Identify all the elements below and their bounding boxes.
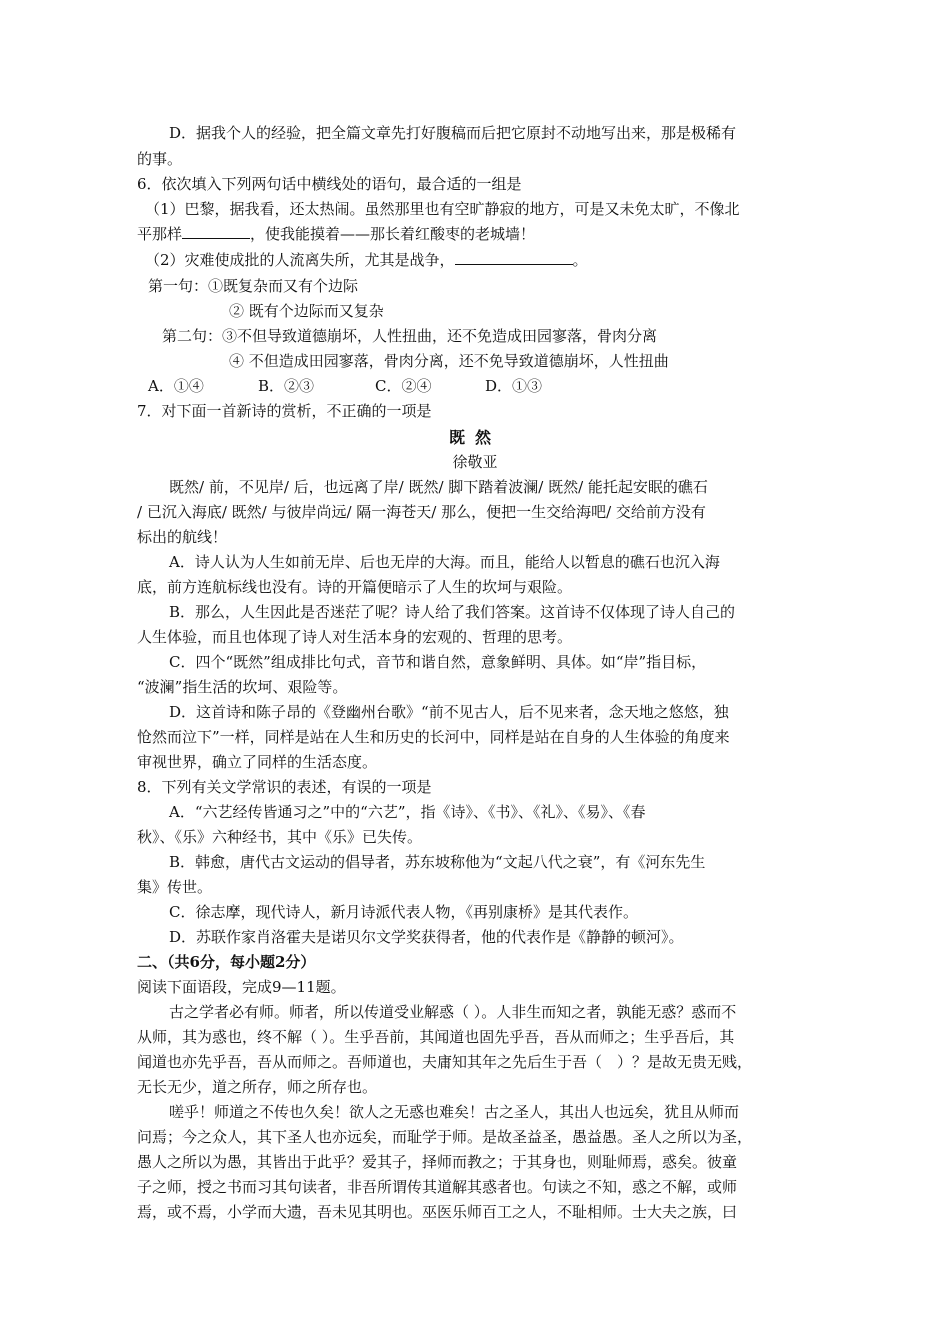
q6-sentence2: [145, 248, 588, 273]
q6-option-a: A．①④: [148, 377, 204, 395]
q6-second-choice-4: ④ 不但造成田园寥落，骨肉分离，还不免导致道德崩坏，人性扭曲: [229, 352, 669, 370]
q6-blank-1: [182, 223, 250, 239]
q6-sentence2-part-a: （2）灾难使成批的人流离失所，尤其是战争，: [145, 251, 455, 269]
q6-option-d: D．①③: [485, 377, 543, 395]
q6-sentence1-part-a: 平那样: [137, 225, 183, 243]
q7-option-b-line1: B．那么，人生因此是否迷茫了呢？诗人给了我们答案。这首诗不仅体现了诗人自己的: [169, 603, 736, 621]
q7-option-c-line1: C．四个“既然”组成排比句式，音节和谐自然，意象鲜明、具体。如“岸”指目标，: [169, 653, 707, 671]
passage-p2-line1: 嗟乎！师道之不传也久矣！欲人之无惑也难矣！古之圣人，其出人也远矣，犹且从师而: [169, 1103, 740, 1121]
q7-stem: 7．对下面一首新诗的赏析，不正确的一项是: [137, 402, 432, 420]
q8-option-b-line2: 集》传世。: [137, 878, 213, 896]
passage-p1-line3: 闻道也亦先乎吾，吾从而师之。吾师道也，夫庸知其年之先后生于吾（ ）？是故无贵无贱，: [137, 1053, 753, 1071]
q6-second-choice-3: 第二句：③不但导致道德崩坏，人性扭曲，还不免造成田园寥落，骨肉分离: [162, 327, 658, 345]
q7-option-b-line2: 人生体验，而且也体现了诗人对生活本身的宏观的、哲理的思考。: [137, 628, 573, 646]
q5-option-d-line1: D．据我个人的经验，把全篇文章先打好腹稿而后把它原封不动地写出来，那是极稀有: [169, 124, 737, 142]
q8-option-d: D．苏联作家肖洛霍夫是诺贝尔文学奖获得者，他的代表作是《静静的顿河》。: [169, 928, 684, 946]
q8-option-a-line1: A．“六艺经传皆通习之”中的“六艺”，指《诗》、《书》、《礼》、《易》、《春: [169, 803, 646, 821]
q7-option-a-line2: 底，前方连航标线也没有。诗的开篇便暗示了人生的坎坷与艰险。: [137, 578, 573, 596]
q6-sentence1-part-b: ，使我能摸着——那长着红酸枣的老城墙！: [250, 225, 536, 243]
q6-option-b: B．②③: [258, 377, 315, 395]
q7-option-c-line2: “波澜”指生活的坎坷、艰险等。: [137, 678, 348, 696]
q6-blank-2: [455, 249, 573, 265]
section2-heading: 二、（共6分，每小题2分）: [137, 953, 316, 971]
q6-sentence2-part-b: 。: [572, 251, 588, 269]
poem-title: 既然: [448, 428, 501, 447]
q8-option-c: C．徐志摩，现代诗人，新月诗派代表人物，《再别康桥》是其代表作。: [169, 903, 638, 921]
q7-option-d-line3: 审视世界，确立了同样的生活态度。: [137, 753, 378, 771]
q6-first-choice-1: 第一句：①既复杂而又有个边际: [148, 277, 359, 295]
q7-option-d-line2: 怆然而泣下”一样，同样是站在人生和历史的长河中，同样是站在自身的人生体验的角度来: [137, 728, 730, 746]
poem-line1: 既然/ 前，不见岸/ 后，也远离了岸/ 既然/ 脚下踏着波澜/ 既然/ 能托起安眠的礁石: [169, 478, 708, 496]
passage-p2-line4: 子之师，授之书而习其句读者，非吾所谓传其道解其惑者也。句读之不知，惑之不解，或师: [137, 1178, 738, 1196]
poem-line2: / 已沉入海底/ 既然/ 与彼岸尚远/ 隔一海苍天/ 那么，便把一生交给海吧/ 交给前方没有: [137, 503, 706, 521]
q6-stem: 6．依次填入下列两句话中横线处的语句，最合适的一组是: [137, 175, 522, 193]
passage-p1-line1: 古之学者必有师。师者，所以传道受业解惑（ ）。人非生而知之者，孰能无惑？惑而不: [169, 1003, 737, 1021]
poem-line3: 标出的航线！: [137, 528, 228, 546]
passage-p2-line3: 愚人之所以为愚，其皆出于此乎？爱其子，择师而教之；于其身也，则耻师焉，惑矣。彼童: [137, 1153, 738, 1171]
poem-author: 徐敬亚: [452, 453, 498, 471]
section2-instruction: 阅读下面语段，完成9—11题。: [137, 978, 346, 996]
q5-option-d-line2: 的事。: [137, 150, 183, 168]
q6-first-choice-2: ② 既有个边际而又复杂: [229, 302, 384, 320]
q6-sentence1-line1: （1）巴黎，据我看，还太热闹。虽然那里也有空旷静寂的地方，可是又未免太旷，不像北: [145, 200, 740, 218]
q8-option-b-line1: B．韩愈，唐代古文运动的倡导者，苏东坡称他为“文起八代之衰”，有《河东先生: [169, 853, 706, 871]
passage-p2-line5: 焉，或不焉，小学而大遗，吾未见其明也。巫医乐师百工之人，不耻相师。士大夫之族，曰: [137, 1203, 738, 1221]
q7-option-a-line1: A．诗人认为人生如前无岸、后也无岸的大海。而且，能给人以暂息的礁石也沉入海: [169, 553, 720, 571]
q6-sentence1-line2: [137, 222, 535, 247]
q6-options: [148, 374, 542, 399]
passage-p1-line2: 从师，其为惑也，终不解（ ）。生乎吾前，其闻道也固先乎吾，吾从而师之；生乎吾后，其: [137, 1028, 735, 1046]
q7-option-d-line1: D．这首诗和陈子昂的《登幽州台歌》“前不见古人，后不见来者，念天地之悠悠，独: [169, 703, 729, 721]
q6-option-c: C．②④: [375, 377, 432, 395]
passage-p2-line2: 问焉；今之众人，其下圣人也亦远矣，而耻学于师。是故圣益圣，愚益愚。圣人之所以为圣，: [137, 1128, 753, 1146]
passage-p1-line4: 无长无少，道之所存，师之所存也。: [137, 1078, 378, 1096]
q8-stem: 8．下列有关文学常识的表述，有误的一项是: [137, 778, 432, 796]
q8-option-a-line2: 秋》、《乐》六种经书，其中《乐》已失传。: [137, 828, 423, 846]
